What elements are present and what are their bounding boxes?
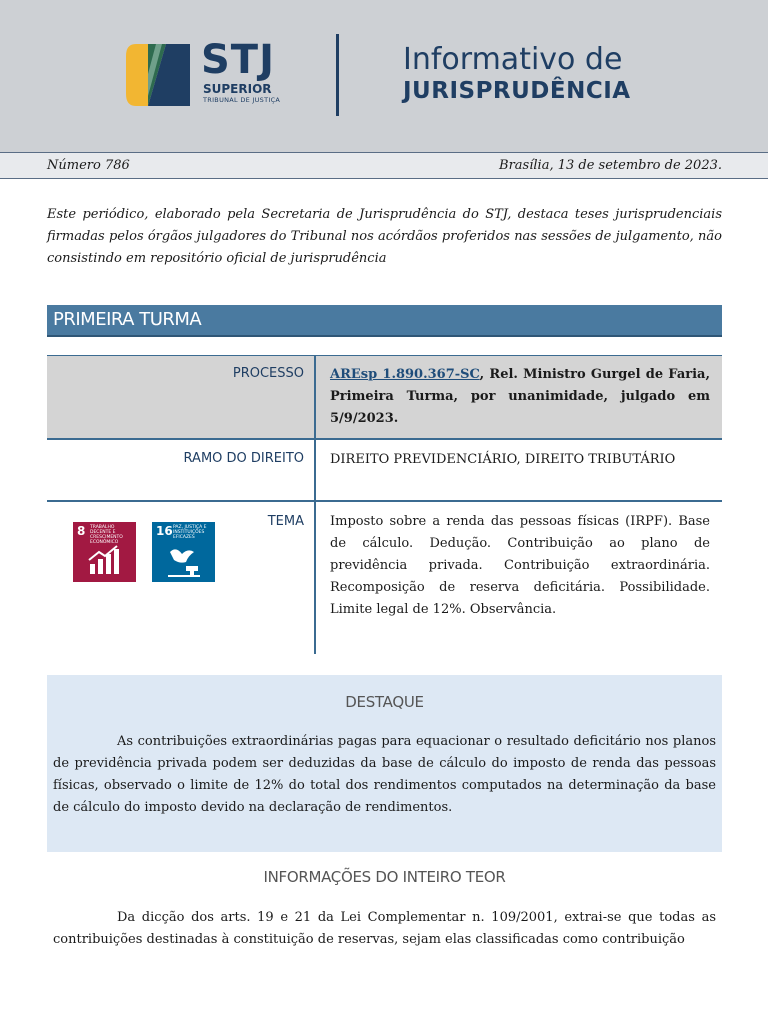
inteiro-teor-title: INFORMAÇÕES DO INTEIRO TEOR [263,868,506,886]
brand-line-2: TRIBUNAL DE JUSTIÇA [203,96,281,104]
stj-logo-icon [126,44,190,106]
inteiro-teor-text: Da dicção dos arts. 19 e 21 da Lei Complementar n. 109/2001, extrai-se que todas as contribuições destinadas à constituição de reservas, sejam elas classificadas como contribuição [53,910,716,947]
table-rule [47,438,722,440]
destaque-title: DESTAQUE [345,693,424,711]
header-divider [336,34,339,116]
publication-title-line-1: Informativo de [403,42,623,77]
processo-details: , Rel. Ministro Gurgel de Faria, Primeira Turma, por unanimidade, julgado em 5/9/2023. [330,367,710,426]
destaque-text: As contribuições extraordinárias pagas para equacionar o resultado deficitário nos planos de previdência privada podem ser deduzidas da base de cálculo do imposto de renda das pessoas físicas, observado o limite de 12% do total dos rendimentos computados na determinação da base de cálculo do imposto devido na declaração de rendimentos. [53,734,716,815]
section-header [47,305,722,337]
edition-date: Brasília, 13 de setembro de 2023. [499,158,722,173]
edition-bar [0,152,768,179]
processo-link[interactable]: AREsp 1.890.367-SC [330,367,480,382]
ramo-value: DIREITO PREVIDENCIÁRIO, DIREITO TRIBUTÁRIO [330,452,676,467]
ods-text: PAZ, JUSTIÇA E INSTITUIÇÕES EFICAZES [173,525,207,540]
edition-number: Número 786 [47,158,130,173]
ods-number: 8 [77,524,86,538]
destaque-box [47,675,722,852]
processo-label: PROCESSO [232,366,304,381]
ods-text: TRABALHO DECENTE E CRESCIMENTO ECONÔMICO [90,525,123,545]
tema-value: Imposto sobre a renda das pessoas físicas (IRPF). Base de cálculo. Dedução. Contribuição ao plano de previdência privada. Contribuição extraordinária. Recomposição de reserva deficitária. Possibilidade. Limite legal de 12%. Observância. [330,514,710,617]
processo-cell [330,364,710,430]
ods-number: 16 [156,524,173,538]
publication-title-line-2: JURISPRUDÊNCIA [403,78,631,104]
intro-paragraph: Este periódico, elaborado pela Secretaria de Jurisprudência do STJ, destaca teses jurisprudenciais firmadas pelos órgãos julgadores do Tribunal nos acórdãos proferidos nas sessões de julgamento, não consistindo em repositório oficial de jurisprudência [47,207,722,266]
ramo-label: RAMO DO DIREITO [183,451,304,466]
ods-badge-16[interactable] [152,522,215,582]
section-title: PRIMEIRA TURMA [53,309,202,330]
dove-gavel-icon [166,544,202,578]
growth-chart-icon [87,544,121,576]
table-column-divider [314,356,316,654]
brand-line-1: SUPERIOR [203,82,272,96]
brand-name: STJ [201,37,275,83]
tema-label: TEMA [267,514,304,529]
table-rule [47,500,722,502]
ods-badge-8[interactable] [73,522,136,582]
header-banner [0,0,768,152]
